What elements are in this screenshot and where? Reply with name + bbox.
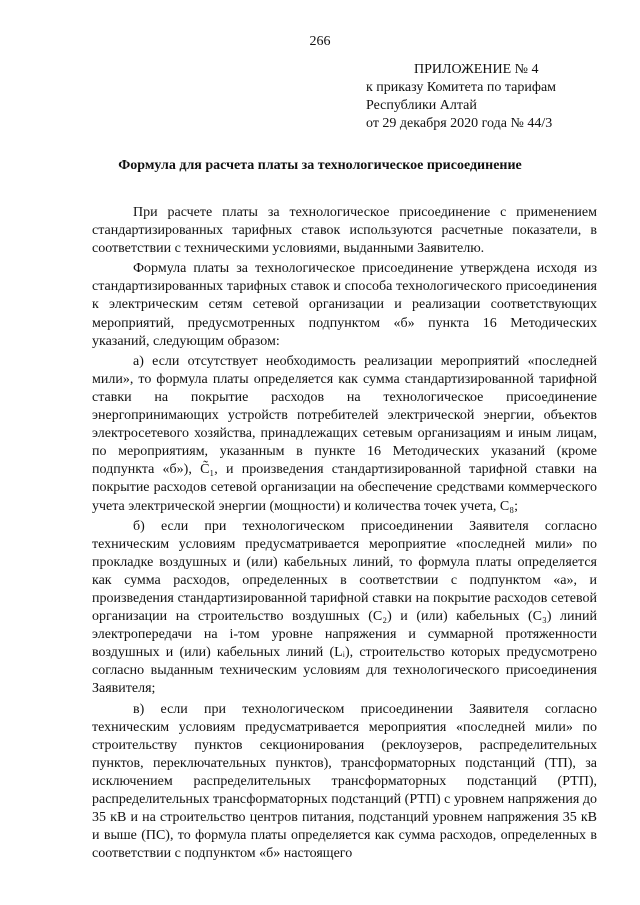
appendix-date-line: от 29 декабря 2020 года № 44/3: [366, 116, 553, 131]
page-number: 266: [309, 34, 331, 49]
paragraph-item-b: б) если при технологическом присоединении Заявителя согласно техническим условиям предусматривается мероприятие «последней мили» по прокладке воздушных и (или) кабельных линий, то формула платы определяется как сумма расходов, определенных в соответствии с подпунктом «а», и произведения стандартизированной тарифной ставки на покрытие расходов сетевой организации на строительство воздушных (C₂) и (или) кабельных (C₃) линий электропередачи на i-том уровне напряжения и суммарной протяженности воздушных и (или) кабельных линий (Lᵢ), строительство которых предусмотрено согласно выданным техническим условиям для технологического присоединения Заявителя;: [92, 518, 597, 697]
appendix-block: [366, 61, 616, 133]
document-title: Формула для расчета платы за технологическое присоединение: [118, 158, 522, 173]
paragraph-item-a: а) если отсутствует необходимость реализации мероприятий «последней мили», то формула платы определяется как сумма стандартизированной тарифной ставки на покрытие расходов на технологическое присоединение энергопринимающих устройств потребителей электрической энергии, объектов электросетевого хозяйства, принадлежащих сетевым организациям и иным лицам, по мероприятиям, указанным в пункте 16 Методических указаний (кроме подпункта «б»), C̃₁, и произведения стандартизированной тарифной ставки на покрытие расходов сетевой организации на обеспечение средствами коммерческого учета электрической энергии (мощности) и количества точек учета, C₈;: [92, 353, 597, 514]
document-body: [92, 204, 597, 863]
appendix-order-line: к приказу Комитета по тарифам: [366, 80, 557, 95]
appendix-title: ПРИЛОЖЕНИЕ № 4: [414, 62, 539, 77]
appendix-region-line: Республики Алтай: [366, 98, 477, 113]
paragraph-intro: При расчете платы за технологическое присоединение с применением стандартизированных тарифных ставок используются расчетные показатели, в соответствии с техническими условиями, выданными Заявителю.: [92, 205, 597, 257]
paragraph-formula: Формула платы за технологическое присоединение утверждена исходя из стандартизированных тарифных ставок и способа технологического присоединения к электрическим сетям сетевой организации и реализации соответствующих мероприятий, предусмотренных подпунктом «б» пункта 16 Методических указаний, следующим образом:: [92, 261, 597, 349]
paragraph-item-v: в) если при технологическом присоединении Заявителя согласно техническим условиям предусматривается мероприятия «последней мили» по строительству пунктов секционирования (реклоузеров, распределительных пунктов, переключательных пунктов), трансформаторных подстанций (ТП), за исключением распределительных трансформаторных подстанций (РТП), распределительных трансформаторных подстанций (РТП) с уровнем напряжения до 35 кВ и на строительство центров питания, подстанций уровнем напряжения 35 кВ и выше (ПС), то формула платы определяется как сумма расходов, определенных в соответствии с подпунктом «б» настоящего: [92, 701, 597, 862]
